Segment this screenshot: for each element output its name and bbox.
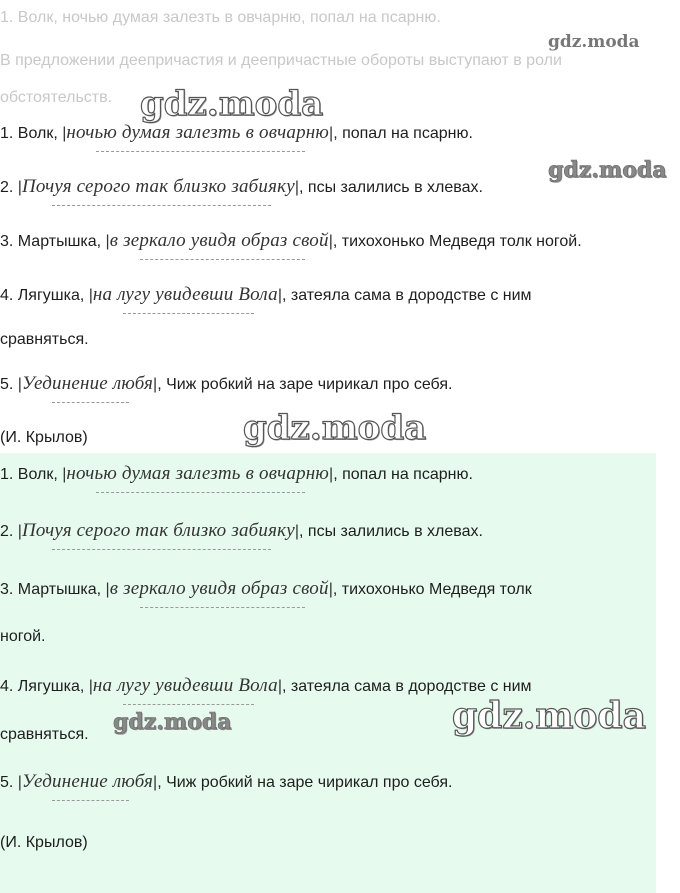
sentence-text: 2.: [0, 179, 18, 196]
sentence-1: [0, 123, 473, 144]
answer-sentence-4-continued: сравняться.: [0, 726, 89, 743]
answer-author-attribution: (И. Крылов): [0, 834, 88, 851]
sentence-text: , тихохонько Медведя толк ногой.: [332, 233, 582, 250]
watermark-logo: gdz.moda: [140, 84, 324, 124]
bracket: |: [294, 179, 300, 196]
watermark-logo: gdz.moda: [548, 32, 640, 52]
sentence-text: , псы залились в хлевах.: [299, 523, 483, 540]
participle-phrase: в зеркало увидя образ свой: [109, 230, 329, 251]
sentence-text: 4. Лягушка,: [0, 287, 89, 304]
bracket: |: [17, 523, 22, 540]
sentence-3: [0, 231, 582, 252]
intro-line-1: 1. Волк, ночью думая залезть в овчарню, попал на псарню.: [0, 9, 441, 26]
participle-phrase: ночью думая залезть в овчарню: [66, 122, 330, 143]
participle-phrase: в зеркало увидя образ свой: [109, 578, 329, 599]
watermark-logo: gdz.moda: [548, 157, 667, 183]
intro-line-3: обстоятельств.: [0, 89, 113, 106]
sentence-text: , Чиж робкий на заре чирикал про себя.: [157, 774, 453, 791]
participle-phrase: Уединение любя: [21, 373, 154, 394]
intro-line-2: В предложении деепричастия и деепричастные обороты выступают в роли: [0, 52, 562, 69]
sentence-text: 5.: [0, 376, 18, 393]
bracket: |: [88, 287, 93, 304]
sentence-text: , Чиж робкий на заре чирикал про себя.: [157, 376, 453, 393]
bracket: |: [17, 774, 22, 791]
sentence-text: , затеяла сама в дородстве с ним: [281, 678, 532, 695]
sentence-text: , тихохонько Медведя толк: [332, 581, 532, 598]
bracket: |: [329, 466, 334, 483]
answer-sentence-1: [0, 464, 473, 485]
bracket: |: [17, 179, 22, 196]
bracket: |: [153, 376, 158, 393]
sentence-text: , попал на псарню.: [333, 466, 473, 483]
participle-phrase: на лугу увидевши Вола: [92, 284, 278, 305]
bracket: |: [277, 287, 282, 304]
bracket: |: [105, 581, 110, 598]
participle-phrase: Почуя серого так близко забияку: [21, 520, 295, 541]
bracket: |: [328, 233, 333, 250]
participle-phrase: на лугу увидевши Вола: [92, 675, 278, 696]
participle-phrase: Почуя серого так близко забияку: [21, 176, 295, 197]
bracket: |: [17, 376, 22, 393]
bracket: |: [153, 774, 158, 791]
bracket: |: [62, 125, 67, 142]
sentence-text: 4. Лягушка,: [0, 678, 89, 695]
bracket: |: [328, 581, 333, 598]
watermark-logo: gdz.moda: [452, 695, 646, 737]
participle-phrase: ночью думая залезть в овчарню: [66, 463, 330, 484]
answer-sentence-4: [0, 676, 532, 697]
answer-block: [0, 453, 656, 893]
sentence-5: [0, 374, 452, 395]
sentence-text: 3. Мартышка,: [0, 581, 106, 598]
sentence-text: 3. Мартышка,: [0, 233, 106, 250]
answer-sentence-3: [0, 579, 532, 600]
sentence-4: [0, 285, 532, 306]
answer-sentence-3-continued: ногой.: [0, 628, 46, 645]
sentence-text: , псы залились в хлевах.: [299, 179, 483, 196]
sentence-4-continued: сравняться.: [0, 331, 89, 348]
bracket: |: [88, 678, 93, 695]
sentence-text: 2.: [0, 523, 18, 540]
sentence-text: 1. Волк,: [0, 125, 63, 142]
answer-sentence-5: [0, 772, 452, 793]
sentence-2: [0, 177, 483, 198]
bracket: |: [277, 678, 282, 695]
bracket: |: [329, 125, 334, 142]
sentence-text: 5.: [0, 774, 18, 791]
watermark-logo: gdz.moda: [113, 709, 232, 735]
bracket: |: [105, 233, 110, 250]
answer-sentence-2: [0, 521, 483, 542]
bracket: |: [294, 523, 300, 540]
watermark-logo: gdz.moda: [243, 408, 427, 448]
sentence-text: , затеяла сама в дородстве с ним: [281, 287, 532, 304]
bracket: |: [62, 466, 67, 483]
sentence-text: 1. Волк,: [0, 466, 63, 483]
participle-phrase: Уединение любя: [21, 771, 154, 792]
author-attribution: (И. Крылов): [0, 429, 88, 446]
sentence-text: , попал на псарню.: [333, 125, 473, 142]
